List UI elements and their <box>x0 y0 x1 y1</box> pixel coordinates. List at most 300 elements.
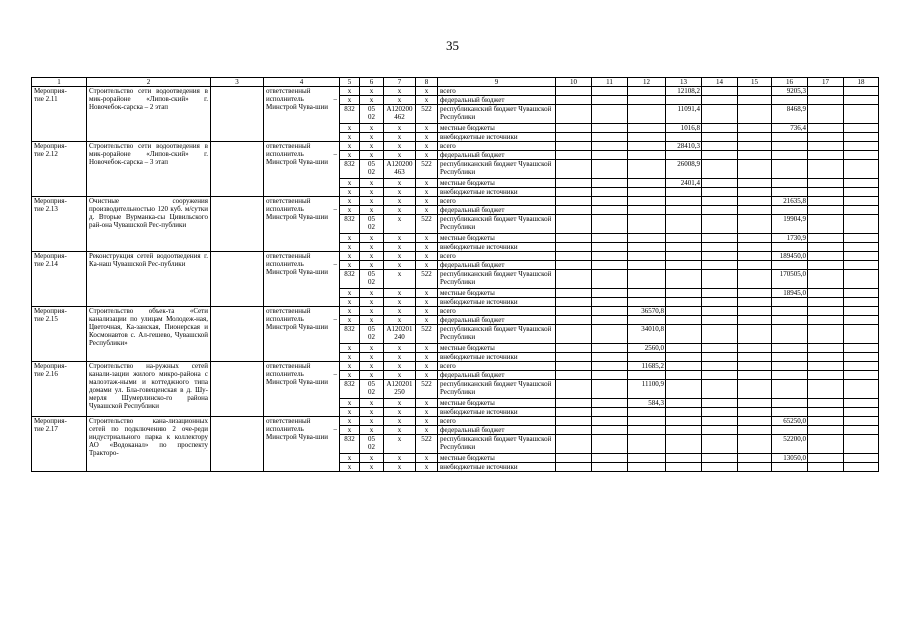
year-value-cell: 11091,4 <box>666 105 702 124</box>
target-code-cell: x <box>384 142 416 151</box>
column-number: 3 <box>211 78 264 87</box>
year-value-cell <box>556 142 592 151</box>
year-value-cell <box>628 371 666 380</box>
year-value-cell <box>844 426 879 435</box>
year-value-cell <box>702 316 738 325</box>
year-value-cell <box>556 344 592 353</box>
table-row <box>32 197 879 206</box>
year-value-cell <box>808 362 844 371</box>
target-code-cell: A120200 462 <box>384 105 416 124</box>
year-value-cell <box>592 160 628 179</box>
year-value-cell <box>844 151 879 160</box>
year-value-cell <box>666 408 702 417</box>
funding-source-cell: всего <box>438 307 556 316</box>
section-code-cell: x <box>360 179 384 188</box>
measure-executor: ответственный исполнитель – Минстрой Чува-шии <box>264 252 340 307</box>
expense-type-cell: x <box>416 206 438 215</box>
section-code-cell: 05 02 <box>360 435 384 454</box>
year-value-cell <box>556 261 592 270</box>
funding-source-cell: республиканский бюджет Чувашской Республики <box>438 105 556 124</box>
budget-code-cell: x <box>340 362 360 371</box>
year-value-cell <box>556 325 592 344</box>
year-value-cell <box>738 344 772 353</box>
year-value-cell <box>592 408 628 417</box>
year-value-cell <box>808 417 844 426</box>
target-code-cell: x <box>384 408 416 417</box>
year-value-cell <box>592 151 628 160</box>
year-value-cell <box>738 426 772 435</box>
year-value-cell: 28410,3 <box>666 142 702 151</box>
year-value-cell <box>808 316 844 325</box>
year-value-cell <box>702 179 738 188</box>
year-value-cell <box>628 454 666 463</box>
expense-type-cell: x <box>416 316 438 325</box>
year-value-cell <box>738 380 772 399</box>
target-code-cell: x <box>384 307 416 316</box>
budget-code-cell: 832 <box>340 435 360 454</box>
year-value-cell <box>592 133 628 142</box>
year-value-cell <box>702 298 738 307</box>
year-value-cell <box>844 399 879 408</box>
year-value-cell <box>738 206 772 215</box>
measure-id: Мероприя- тие 2.11 <box>32 87 87 142</box>
measure-col3 <box>211 197 264 252</box>
year-value-cell <box>666 316 702 325</box>
year-value-cell <box>628 435 666 454</box>
expense-type-cell: x <box>416 426 438 435</box>
year-value-cell <box>666 206 702 215</box>
year-value-cell <box>844 206 879 215</box>
column-number: 11 <box>592 78 628 87</box>
year-value-cell <box>592 105 628 124</box>
funding-source-cell: внебюджетные источники <box>438 133 556 142</box>
measure-col3 <box>211 252 264 307</box>
year-value-cell <box>844 105 879 124</box>
expense-type-cell: x <box>416 234 438 243</box>
expense-type-cell: 522 <box>416 270 438 289</box>
table-row <box>32 362 879 371</box>
target-code-cell: x <box>384 426 416 435</box>
year-value-cell <box>772 426 808 435</box>
expense-type-cell: 522 <box>416 325 438 344</box>
table-row <box>32 417 879 426</box>
year-value-cell <box>738 96 772 105</box>
year-value-cell: 26008,9 <box>666 160 702 179</box>
expense-type-cell: x <box>416 289 438 298</box>
budget-code-cell: x <box>340 371 360 380</box>
measure-col3 <box>211 87 264 142</box>
year-value-cell <box>592 252 628 261</box>
year-value-cell <box>628 179 666 188</box>
year-value-cell <box>702 270 738 289</box>
year-value-cell <box>808 298 844 307</box>
expense-type-cell: x <box>416 151 438 160</box>
year-value-cell <box>738 463 772 472</box>
year-value-cell <box>556 454 592 463</box>
year-value-cell <box>772 298 808 307</box>
year-value-cell <box>738 316 772 325</box>
year-value-cell <box>702 234 738 243</box>
target-code-cell: x <box>384 463 416 472</box>
section-code-cell: x <box>360 298 384 307</box>
measure-id: Мероприя- тие 2.12 <box>32 142 87 197</box>
year-value-cell <box>628 234 666 243</box>
funding-source-cell: всего <box>438 252 556 261</box>
measure-id: Мероприя- тие 2.15 <box>32 307 87 362</box>
year-value-cell <box>702 252 738 261</box>
year-value-cell <box>702 96 738 105</box>
year-value-cell <box>808 96 844 105</box>
column-number: 13 <box>666 78 702 87</box>
year-value-cell <box>628 124 666 133</box>
year-value-cell: 13050,0 <box>772 454 808 463</box>
budget-code-cell: x <box>340 408 360 417</box>
budget-code-cell: x <box>340 124 360 133</box>
year-value-cell <box>556 353 592 362</box>
year-value-cell <box>556 252 592 261</box>
funding-source-cell: всего <box>438 417 556 426</box>
year-value-cell: 36570,8 <box>628 307 666 316</box>
year-value-cell <box>666 426 702 435</box>
column-number-row <box>32 78 879 87</box>
funding-source-cell: местные бюджеты <box>438 399 556 408</box>
year-value-cell <box>808 142 844 151</box>
year-value-cell <box>738 307 772 316</box>
year-value-cell <box>666 243 702 252</box>
year-value-cell <box>556 417 592 426</box>
budget-code-cell: x <box>340 463 360 472</box>
year-value-cell <box>556 399 592 408</box>
year-value-cell <box>592 142 628 151</box>
funding-source-cell: федеральный бюджет <box>438 261 556 270</box>
section-code-cell: 05 02 <box>360 105 384 124</box>
year-value-cell <box>666 270 702 289</box>
funding-source-cell: федеральный бюджет <box>438 371 556 380</box>
year-value-cell <box>556 133 592 142</box>
target-code-cell: x <box>384 151 416 160</box>
year-value-cell <box>666 197 702 206</box>
year-value-cell <box>666 353 702 362</box>
year-value-cell <box>592 371 628 380</box>
year-value-cell <box>844 289 879 298</box>
column-number: 4 <box>264 78 340 87</box>
expense-type-cell: 522 <box>416 105 438 124</box>
budget-code-cell: x <box>340 289 360 298</box>
budget-code-cell: x <box>340 243 360 252</box>
year-value-cell <box>844 463 879 472</box>
year-value-cell <box>556 234 592 243</box>
year-value-cell <box>592 289 628 298</box>
year-value-cell <box>808 353 844 362</box>
year-value-cell <box>772 160 808 179</box>
year-value-cell <box>772 399 808 408</box>
year-value-cell <box>628 417 666 426</box>
year-value-cell <box>666 188 702 197</box>
year-value-cell <box>772 408 808 417</box>
year-value-cell <box>592 197 628 206</box>
funding-source-cell: республиканский бюджет Чувашской Республики <box>438 160 556 179</box>
year-value-cell <box>556 179 592 188</box>
year-value-cell <box>808 270 844 289</box>
budget-code-cell: x <box>340 307 360 316</box>
column-number: 18 <box>844 78 879 87</box>
budget-code-cell: x <box>340 133 360 142</box>
funding-source-cell: федеральный бюджет <box>438 96 556 105</box>
year-value-cell <box>592 215 628 234</box>
funding-source-cell: республиканский бюджет Чувашской Республики <box>438 325 556 344</box>
expense-type-cell: 522 <box>416 160 438 179</box>
year-value-cell <box>702 353 738 362</box>
year-value-cell <box>556 197 592 206</box>
year-value-cell: 170505,0 <box>772 270 808 289</box>
expense-type-cell: x <box>416 362 438 371</box>
year-value-cell: 1016,8 <box>666 124 702 133</box>
budget-code-cell: 832 <box>340 215 360 234</box>
measure-name: Строительство сети водоотведения в мик-рорайоне «Липов-ский» г. Новочебок-сарска – 3 этап <box>87 142 211 197</box>
section-code-cell: x <box>360 252 384 261</box>
year-value-cell <box>702 289 738 298</box>
section-code-cell: x <box>360 151 384 160</box>
budget-code-cell: 832 <box>340 380 360 399</box>
year-value-cell <box>666 463 702 472</box>
target-code-cell: x <box>384 344 416 353</box>
year-value-cell <box>738 142 772 151</box>
year-value-cell <box>556 124 592 133</box>
funding-source-cell: внебюджетные источники <box>438 463 556 472</box>
section-code-cell: x <box>360 463 384 472</box>
year-value-cell <box>628 463 666 472</box>
year-value-cell <box>844 215 879 234</box>
target-code-cell: x <box>384 298 416 307</box>
year-value-cell <box>738 289 772 298</box>
year-value-cell <box>738 215 772 234</box>
year-value-cell <box>738 252 772 261</box>
target-code-cell: x <box>384 362 416 371</box>
funding-source-cell: местные бюджеты <box>438 124 556 133</box>
budget-code-cell: x <box>340 426 360 435</box>
year-value-cell <box>666 289 702 298</box>
target-code-cell: x <box>384 435 416 454</box>
section-code-cell: x <box>360 133 384 142</box>
expense-type-cell: x <box>416 261 438 270</box>
target-code-cell: x <box>384 206 416 215</box>
section-code-cell: x <box>360 142 384 151</box>
year-value-cell <box>556 289 592 298</box>
target-code-cell: x <box>384 417 416 426</box>
year-value-cell <box>592 179 628 188</box>
year-value-cell: 12108,2 <box>666 87 702 96</box>
column-number: 14 <box>702 78 738 87</box>
year-value-cell <box>592 87 628 96</box>
year-value-cell <box>556 160 592 179</box>
year-value-cell <box>772 96 808 105</box>
section-code-cell: x <box>360 261 384 270</box>
year-value-cell <box>556 105 592 124</box>
expense-type-cell: x <box>416 417 438 426</box>
year-value-cell <box>808 408 844 417</box>
target-code-cell: x <box>384 124 416 133</box>
measure-col3 <box>211 417 264 472</box>
budget-code-cell: x <box>340 206 360 215</box>
year-value-cell <box>702 380 738 399</box>
expense-type-cell: x <box>416 408 438 417</box>
year-value-cell <box>666 261 702 270</box>
year-value-cell <box>628 243 666 252</box>
year-value-cell <box>628 87 666 96</box>
year-value-cell <box>772 261 808 270</box>
year-value-cell <box>702 188 738 197</box>
year-value-cell <box>556 151 592 160</box>
year-value-cell <box>702 399 738 408</box>
year-value-cell <box>772 133 808 142</box>
year-value-cell <box>844 380 879 399</box>
expense-type-cell: x <box>416 87 438 96</box>
year-value-cell <box>592 261 628 270</box>
target-code-cell: x <box>384 353 416 362</box>
year-value-cell <box>738 399 772 408</box>
year-value-cell <box>844 371 879 380</box>
column-number: 7 <box>384 78 416 87</box>
year-value-cell <box>556 316 592 325</box>
year-value-cell <box>808 234 844 243</box>
funding-source-cell: республиканский бюджет Чувашской Республики <box>438 380 556 399</box>
column-number: 17 <box>808 78 844 87</box>
year-value-cell <box>702 243 738 252</box>
expense-type-cell: x <box>416 353 438 362</box>
expense-type-cell: x <box>416 344 438 353</box>
year-value-cell <box>592 243 628 252</box>
year-value-cell <box>702 371 738 380</box>
year-value-cell <box>808 371 844 380</box>
section-code-cell: x <box>360 307 384 316</box>
year-value-cell <box>738 179 772 188</box>
year-value-cell <box>628 353 666 362</box>
year-value-cell <box>844 408 879 417</box>
year-value-cell <box>666 234 702 243</box>
year-value-cell <box>592 307 628 316</box>
funding-source-cell: внебюджетные источники <box>438 243 556 252</box>
year-value-cell <box>628 151 666 160</box>
budget-code-cell: x <box>340 454 360 463</box>
section-code-cell: 05 02 <box>360 325 384 344</box>
year-value-cell <box>628 206 666 215</box>
target-code-cell: x <box>384 270 416 289</box>
expense-type-cell: 522 <box>416 380 438 399</box>
section-code-cell: x <box>360 362 384 371</box>
year-value-cell <box>844 325 879 344</box>
year-value-cell <box>666 344 702 353</box>
year-value-cell <box>702 344 738 353</box>
measure-col3 <box>211 307 264 362</box>
year-value-cell <box>808 151 844 160</box>
year-value-cell <box>666 417 702 426</box>
budget-code-cell: x <box>340 353 360 362</box>
section-code-cell: x <box>360 417 384 426</box>
year-value-cell <box>844 270 879 289</box>
year-value-cell <box>628 252 666 261</box>
measure-executor: ответственный исполнитель – Минстрой Чува-шии <box>264 362 340 417</box>
year-value-cell <box>592 380 628 399</box>
table-row <box>32 307 879 316</box>
year-value-cell <box>808 380 844 399</box>
year-value-cell <box>628 215 666 234</box>
funding-source-cell: федеральный бюджет <box>438 426 556 435</box>
expense-type-cell: x <box>416 454 438 463</box>
funding-source-cell: внебюджетные источники <box>438 408 556 417</box>
year-value-cell <box>666 454 702 463</box>
year-value-cell <box>808 133 844 142</box>
year-value-cell <box>628 160 666 179</box>
funding-source-cell: республиканский бюджет Чувашской Республики <box>438 270 556 289</box>
year-value-cell: 9205,3 <box>772 87 808 96</box>
expense-type-cell: x <box>416 96 438 105</box>
year-value-cell <box>738 87 772 96</box>
year-value-cell: 11685,2 <box>628 362 666 371</box>
year-value-cell <box>844 307 879 316</box>
target-code-cell: A120201 250 <box>384 380 416 399</box>
year-value-cell <box>556 298 592 307</box>
year-value-cell <box>556 87 592 96</box>
funding-source-cell: местные бюджеты <box>438 344 556 353</box>
measure-name: Реконструкция сетей водоотведения г. Ка-наш Чувашской Рес-публики <box>87 252 211 307</box>
year-value-cell <box>738 197 772 206</box>
column-number: 9 <box>438 78 556 87</box>
budget-code-cell: x <box>340 151 360 160</box>
expense-type-cell: x <box>416 252 438 261</box>
year-value-cell <box>844 160 879 179</box>
year-value-cell: 65250,0 <box>772 417 808 426</box>
year-value-cell <box>844 87 879 96</box>
year-value-cell <box>702 362 738 371</box>
column-number: 6 <box>360 78 384 87</box>
year-value-cell <box>592 344 628 353</box>
budget-code-cell: 832 <box>340 160 360 179</box>
funding-source-cell: республиканский бюджет Чувашской Республики <box>438 435 556 454</box>
year-value-cell <box>666 307 702 316</box>
funding-source-cell: местные бюджеты <box>438 179 556 188</box>
year-value-cell <box>738 243 772 252</box>
year-value-cell <box>844 316 879 325</box>
year-value-cell <box>772 188 808 197</box>
year-value-cell <box>556 270 592 289</box>
year-value-cell <box>772 179 808 188</box>
year-value-cell <box>808 206 844 215</box>
section-code-cell: 05 02 <box>360 160 384 179</box>
year-value-cell <box>702 325 738 344</box>
year-value-cell <box>844 344 879 353</box>
measure-name: Строительство объек-та «Сети канализации по улицам Молодеж-ная, Цветочная, Ка-занская, Пионерская и Космонавтов с. Ал-гешево, Чувашской Республики» <box>87 307 211 362</box>
year-value-cell <box>556 206 592 215</box>
year-value-cell <box>772 325 808 344</box>
measure-executor: ответственный исполнитель – Минстрой Чува-шии <box>264 87 340 142</box>
year-value-cell <box>628 197 666 206</box>
year-value-cell <box>592 325 628 344</box>
target-code-cell: x <box>384 289 416 298</box>
year-value-cell <box>844 454 879 463</box>
budget-code-cell: x <box>340 261 360 270</box>
target-code-cell: x <box>384 87 416 96</box>
funding-source-cell: всего <box>438 362 556 371</box>
year-value-cell <box>628 261 666 270</box>
target-code-cell: x <box>384 399 416 408</box>
target-code-cell: x <box>384 243 416 252</box>
target-code-cell: x <box>384 234 416 243</box>
funding-table <box>31 77 879 472</box>
year-value-cell <box>666 325 702 344</box>
year-value-cell <box>556 96 592 105</box>
year-value-cell <box>738 234 772 243</box>
expense-type-cell: x <box>416 197 438 206</box>
